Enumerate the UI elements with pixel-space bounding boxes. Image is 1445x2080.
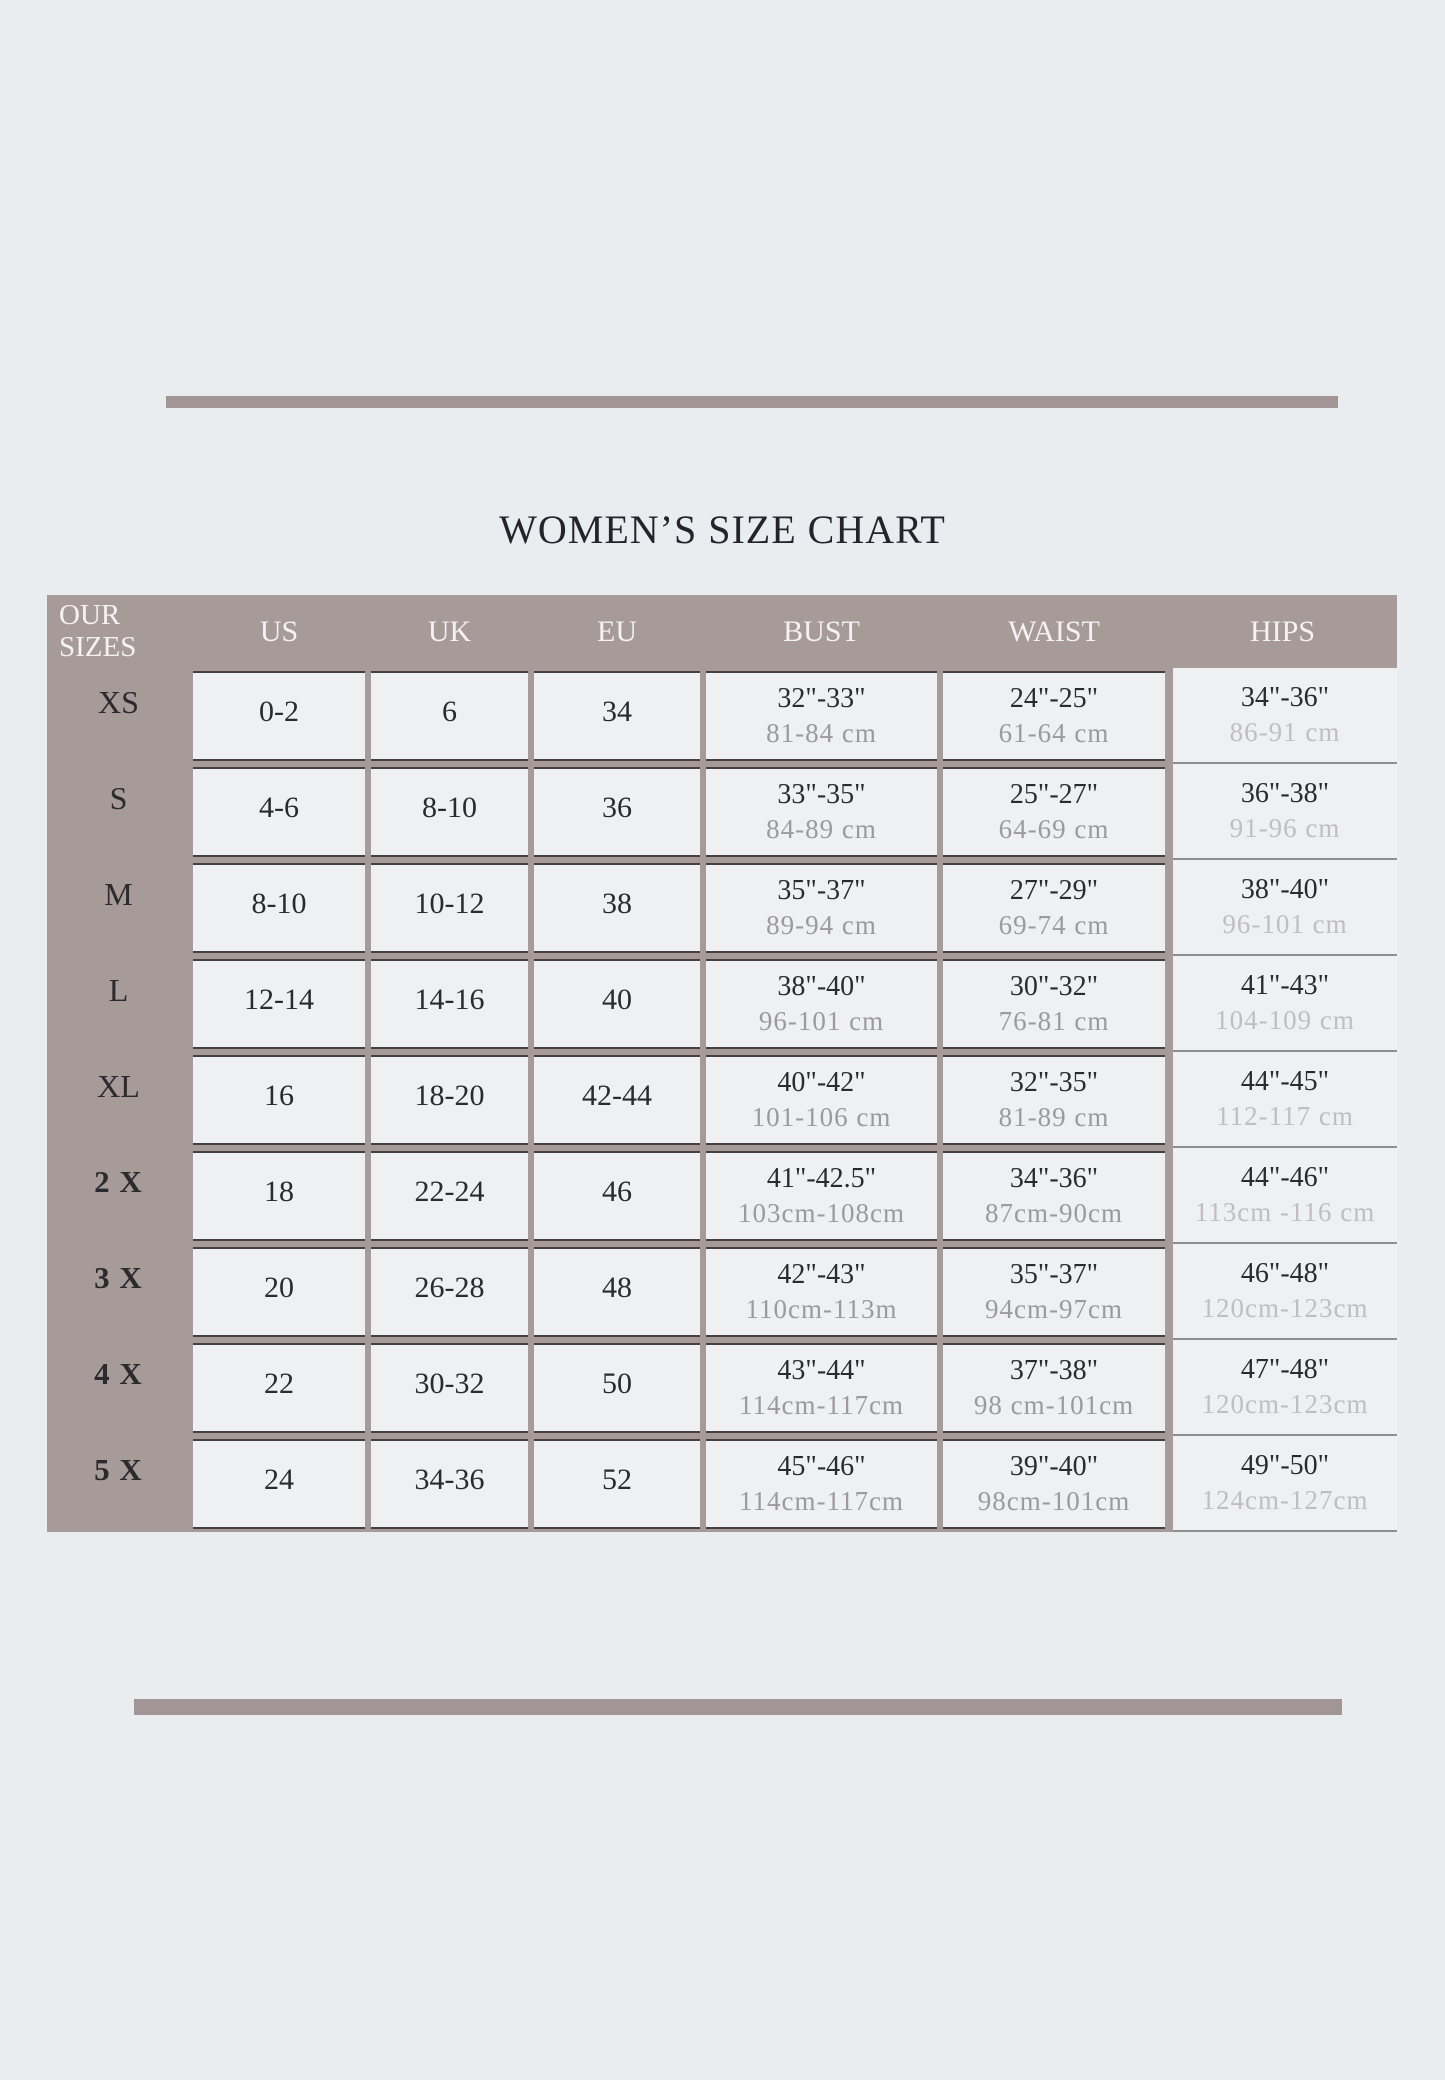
bust-cm: 114cm-117cm xyxy=(739,1389,904,1420)
bust-cell xyxy=(706,671,937,761)
bust-inches: 41"-42.5" xyxy=(766,1163,877,1195)
waist-inches: 39"-40" xyxy=(1009,1451,1099,1483)
size-label: 5 X xyxy=(94,1452,143,1487)
waist-cell xyxy=(943,1343,1165,1433)
bust-cell xyxy=(706,1343,937,1433)
hips-inches: 46"-48" xyxy=(1240,1258,1330,1290)
us-size-cell: 8-10 xyxy=(193,863,365,953)
waist-cm: 64-69 cm xyxy=(998,813,1110,844)
waist-cell xyxy=(943,1055,1165,1145)
bust-inches: 38"-40" xyxy=(777,971,866,1003)
eu-size-cell: 34 xyxy=(534,671,700,761)
uk-size-cell: 10-12 xyxy=(371,863,528,953)
waist-cell xyxy=(943,1247,1165,1337)
waist-inches: 24"-25" xyxy=(1009,683,1099,715)
bust-cm: 81-84 cm xyxy=(766,717,877,748)
size-label: XL xyxy=(97,1068,140,1104)
size-label: 4 X xyxy=(94,1356,143,1391)
bust-inches: 40"-42" xyxy=(777,1067,866,1099)
bust-cm: 96-101 cm xyxy=(758,1005,885,1036)
waist-cell xyxy=(943,1439,1165,1529)
hips-cell xyxy=(1173,668,1397,764)
hips-inches: 36"-38" xyxy=(1240,778,1330,810)
size-label: M xyxy=(104,876,133,912)
size-label: S xyxy=(109,780,128,816)
uk-size-cell: 26-28 xyxy=(371,1247,528,1337)
hips-cell xyxy=(1173,764,1397,860)
size-label: 3 X xyxy=(94,1260,143,1295)
header-eu: EU xyxy=(597,614,637,648)
bust-inches: 43"-44" xyxy=(777,1355,866,1387)
waist-inches: 35"-37" xyxy=(1009,1259,1099,1291)
uk-size-cell: 30-32 xyxy=(371,1343,528,1433)
us-size-cell: 12-14 xyxy=(193,959,365,1049)
header-hips: HIPS xyxy=(1249,614,1316,648)
waist-cm: 81-89 cm xyxy=(998,1101,1110,1132)
waist-cell xyxy=(943,671,1165,761)
hips-cm: 96-101 cm xyxy=(1222,908,1348,939)
uk-size-cell: 14-16 xyxy=(371,959,528,1049)
bust-cell xyxy=(706,767,937,857)
header-our-sizes: OUR SIZES xyxy=(59,599,137,663)
hips-inches: 44"-46" xyxy=(1240,1162,1330,1194)
bust-inches: 32"-33" xyxy=(777,683,866,715)
bust-cell xyxy=(706,1439,937,1529)
waist-inches: 32"-35" xyxy=(1009,1067,1099,1099)
hips-inches: 47"-48" xyxy=(1240,1354,1330,1386)
us-size-cell: 0-2 xyxy=(193,671,365,761)
hips-cm: 91-96 cm xyxy=(1229,812,1341,843)
eu-size-cell: 48 xyxy=(534,1247,700,1337)
hips-inches: 49"-50" xyxy=(1240,1450,1330,1482)
bust-cm: 114cm-117cm xyxy=(739,1485,904,1516)
top-divider xyxy=(166,396,1338,408)
waist-cm: 98cm-101cm xyxy=(977,1485,1131,1516)
bust-cm: 84-89 cm xyxy=(766,813,877,844)
bust-cell xyxy=(706,1055,937,1145)
waist-inches: 25"-27" xyxy=(1009,779,1099,811)
bust-cm: 103cm-108cm xyxy=(738,1197,905,1228)
eu-size-cell: 50 xyxy=(534,1343,700,1433)
uk-size-cell: 18-20 xyxy=(371,1055,528,1145)
eu-size-cell: 46 xyxy=(534,1151,700,1241)
hips-cell xyxy=(1173,1244,1397,1340)
hips-inches: 38"-40" xyxy=(1240,874,1330,906)
bust-cell xyxy=(706,863,937,953)
hips-inches: 34"-36" xyxy=(1240,682,1330,714)
hips-cell xyxy=(1173,1052,1397,1148)
bust-cell xyxy=(706,1151,937,1241)
hips-cm: 120cm-123cm xyxy=(1201,1292,1369,1323)
uk-size-cell: 34-36 xyxy=(371,1439,528,1529)
hips-cm: 86-91 cm xyxy=(1229,716,1341,747)
waist-cm: 61-64 cm xyxy=(998,717,1110,748)
hips-inches: 44"-45" xyxy=(1240,1066,1330,1098)
us-size-cell: 16 xyxy=(193,1055,365,1145)
eu-size-cell: 36 xyxy=(534,767,700,857)
bust-cell xyxy=(706,959,937,1049)
us-size-cell: 20 xyxy=(193,1247,365,1337)
bust-inches: 45"-46" xyxy=(777,1451,866,1483)
bottom-divider xyxy=(134,1699,1342,1715)
hips-cell xyxy=(1173,956,1397,1052)
bust-cell xyxy=(706,1247,937,1337)
header-bust: BUST xyxy=(783,614,860,648)
waist-cm: 98 cm-101cm xyxy=(973,1389,1135,1420)
eu-size-cell: 52 xyxy=(534,1439,700,1529)
waist-cm: 76-81 cm xyxy=(998,1005,1110,1036)
hips-cell xyxy=(1173,1436,1397,1532)
uk-size-cell: 6 xyxy=(371,671,528,761)
waist-inches: 30"-32" xyxy=(1009,971,1099,1003)
waist-cm: 87cm-90cm xyxy=(985,1197,1123,1228)
hips-cm: 112-117 cm xyxy=(1216,1100,1354,1131)
size-chart-table xyxy=(47,595,1397,1532)
hips-cell xyxy=(1173,1148,1397,1244)
waist-cm: 94cm-97cm xyxy=(985,1293,1123,1324)
waist-cell xyxy=(943,767,1165,857)
bust-cm: 110cm-113m xyxy=(745,1293,898,1324)
header-uk: UK xyxy=(427,614,472,648)
waist-inches: 37"-38" xyxy=(1009,1355,1099,1387)
size-label: 2 X xyxy=(94,1164,143,1199)
bust-inches: 33"-35" xyxy=(777,779,866,811)
waist-cell xyxy=(943,863,1165,953)
waist-cm: 69-74 cm xyxy=(998,909,1110,940)
us-size-cell: 4-6 xyxy=(193,767,365,857)
header-waist: WAIST xyxy=(1008,614,1100,648)
hips-inches: 41"-43" xyxy=(1240,970,1330,1002)
bust-cm: 89-94 cm xyxy=(766,909,877,940)
bust-cm: 101-106 cm xyxy=(751,1101,892,1132)
hips-cm: 120cm-123cm xyxy=(1201,1388,1369,1419)
hips-cm: 124cm-127cm xyxy=(1201,1484,1369,1515)
uk-size-cell: 22-24 xyxy=(371,1151,528,1241)
uk-size-cell: 8-10 xyxy=(371,767,528,857)
page-title: WOMEN’S SIZE CHART xyxy=(499,507,946,552)
hips-cm: 104-109 cm xyxy=(1215,1004,1355,1035)
eu-size-cell: 40 xyxy=(534,959,700,1049)
hips-cell xyxy=(1173,1340,1397,1436)
waist-inches: 27"-29" xyxy=(1009,875,1099,907)
bust-inches: 35"-37" xyxy=(777,875,866,907)
hips-cell xyxy=(1173,860,1397,956)
us-size-cell: 24 xyxy=(193,1439,365,1529)
hips-cm: 113cm -116 cm xyxy=(1194,1196,1376,1227)
size-label: XS xyxy=(98,684,139,720)
eu-size-cell: 38 xyxy=(534,863,700,953)
bust-inches: 42"-43" xyxy=(777,1259,866,1291)
waist-cell xyxy=(943,1151,1165,1241)
eu-size-cell: 42-44 xyxy=(534,1055,700,1145)
waist-cell xyxy=(943,959,1165,1049)
waist-inches: 34"-36" xyxy=(1009,1163,1099,1195)
size-label: L xyxy=(108,972,129,1008)
us-size-cell: 22 xyxy=(193,1343,365,1433)
us-size-cell: 18 xyxy=(193,1151,365,1241)
header-us: US xyxy=(259,614,299,648)
